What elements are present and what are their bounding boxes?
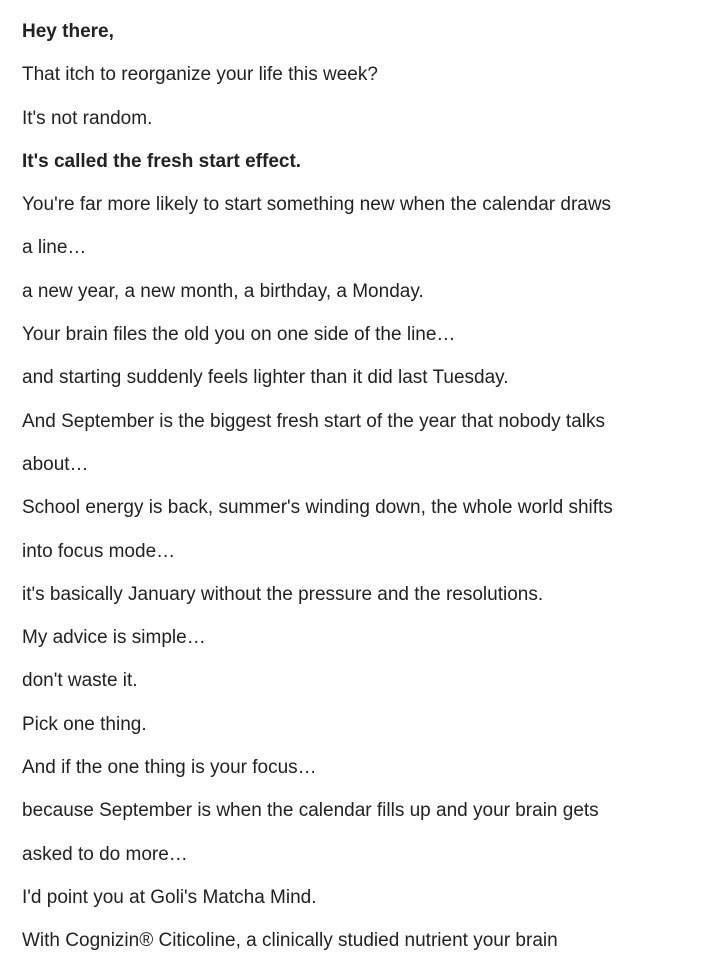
email-lines — [22, 57, 712, 966]
email-line: School energy is back, summer's winding down, the whole world shifts — [22, 497, 613, 519]
email-line: asked to do more… — [22, 843, 188, 865]
email-line: My advice is simple… — [22, 627, 206, 649]
email-line: a line… — [22, 237, 87, 259]
email-line: Your brain files the old you on one side of the line… — [22, 324, 456, 346]
email-line: don't waste it. — [22, 670, 138, 692]
email-line: Pick one thing. — [22, 713, 147, 735]
email-line: it's basically January without the pressure and the resolutions. — [22, 583, 544, 605]
email-body — [22, 14, 712, 967]
email-line: about… — [22, 453, 89, 475]
email-line: And September is the biggest fresh start of the year that nobody talks — [22, 410, 605, 432]
email-line: And if the one thing is your focus… — [22, 757, 317, 779]
email-line-bold: It's called the fresh start effect. — [22, 150, 302, 172]
email-greeting: Hey there, — [22, 21, 114, 42]
email-line: With Cognizin® Citicoline, a clinically studied nutrient your brain — [22, 930, 558, 952]
email-line: and starting suddenly feels lighter than it did last Tuesday. — [22, 367, 509, 389]
email-line: a new year, a new month, a birthday, a Monday. — [22, 280, 424, 302]
email-line: It's not random. — [22, 107, 153, 129]
email-line: because September is when the calendar fills up and your brain gets — [22, 800, 599, 822]
email-line: into focus mode… — [22, 540, 176, 562]
email-line: You're far more likely to start something new when the calendar draws — [22, 194, 612, 216]
email-line: That itch to reorganize your life this week? — [22, 64, 378, 86]
email-line: I'd point you at Goli's Matcha Mind. — [22, 886, 317, 908]
